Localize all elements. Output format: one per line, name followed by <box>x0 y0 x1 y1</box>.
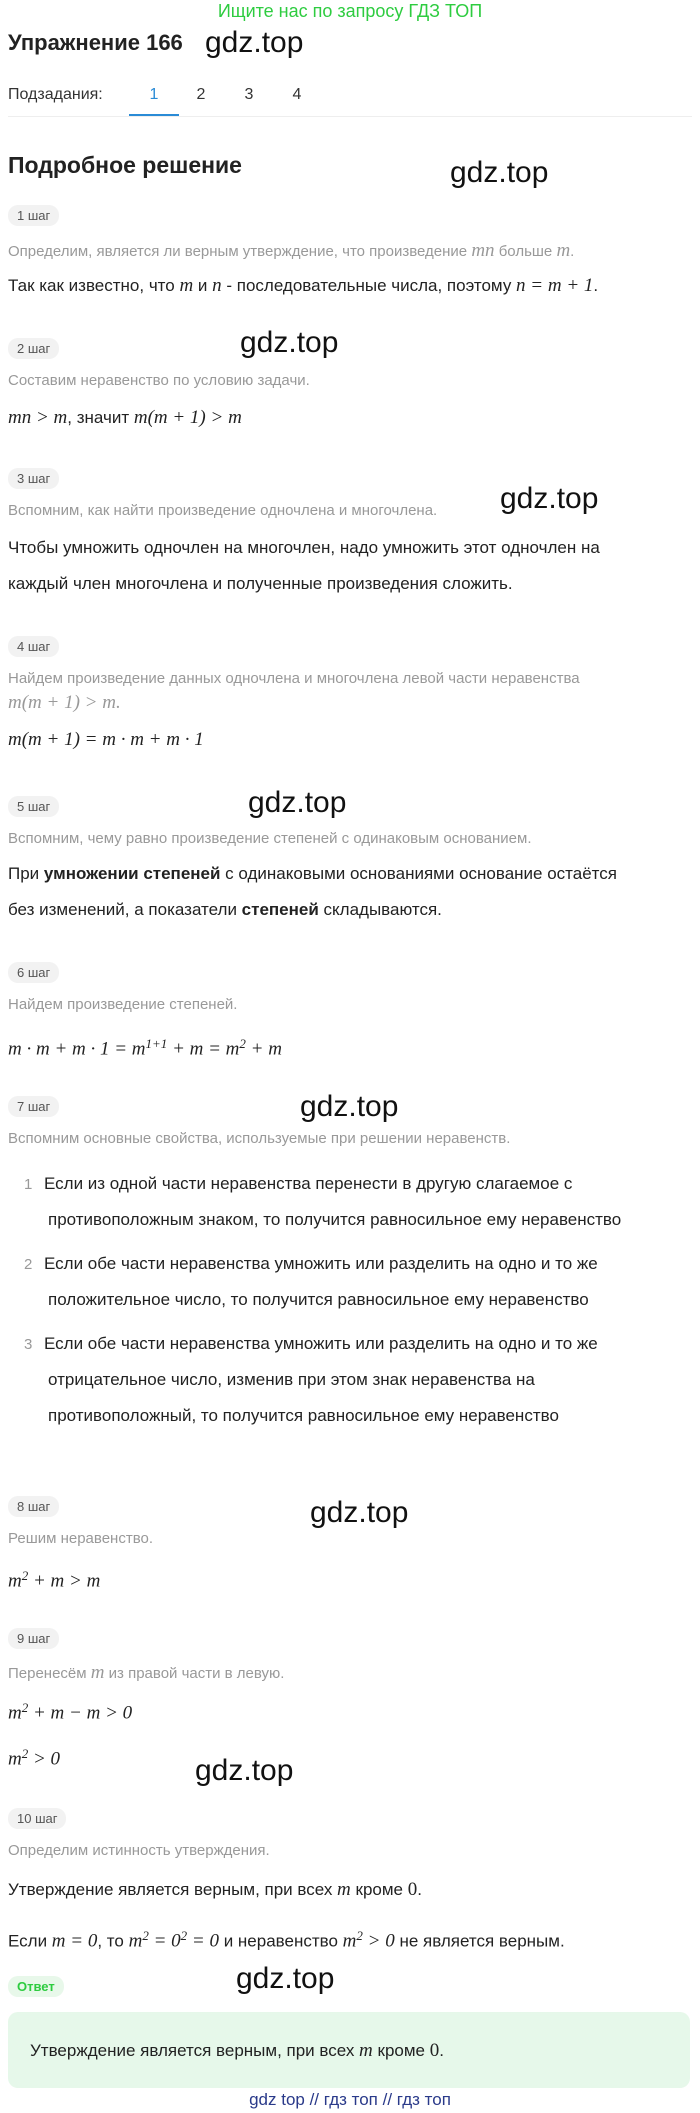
watermark: gdz.top <box>310 1496 409 1529</box>
step-hint: Определим, является ли верным утверждение, что произведение mn больше m. <box>8 240 575 261</box>
list-item: положительное число, то получится равносильное ему неравенство <box>48 1290 589 1309</box>
list-item: противоположным знаком, то получится равносильное ему неравенство <box>48 1210 622 1229</box>
exercise-header <box>8 30 183 56</box>
footer-links[interactable]: gdz top // гдз топ // гдз топ <box>249 2090 451 2109</box>
watermark: gdz.top <box>500 482 599 515</box>
watermark: gdz.top <box>450 156 549 189</box>
step-text: каждый член многочлена и полученные произведения сложить. <box>8 574 513 593</box>
step-hint: Вспомним, как найти произведение одночлена и многочлена. <box>8 502 438 519</box>
step-math: $m^2 > 0$ <box>8 1746 61 1770</box>
answer-box <box>8 2012 690 2088</box>
step-badge: 7 шаг <box>8 1096 59 1117</box>
step-badge: 2 шаг <box>8 338 59 359</box>
step-hint: Вспомним основные свойства, используемые при решении неравенств. <box>8 1130 511 1147</box>
step-text: При умножении степеней с одинаковыми основаниями основание остаётся <box>8 864 617 883</box>
step-text: Так как известно, что m и n - последовательные числа, поэтому n = m + 1. <box>8 275 599 296</box>
step-hint: Найдем произведение степеней. <box>8 996 238 1013</box>
top-banner: Ищите нас по запросу ГДЗ ТОП <box>217 1 483 21</box>
step-badge: 10 шаг <box>8 1808 66 1829</box>
tab-subtask-4[interactable]: 4 <box>292 86 302 103</box>
step-badge: 8 шаг <box>8 1496 59 1517</box>
watermark: gdz.top <box>300 1090 399 1123</box>
list-item: противоположный, то получится равносильное ему неравенство <box>48 1406 559 1425</box>
step-hint: Определим истинность утверждения. <box>8 1842 270 1859</box>
list-number: 3 <box>24 1336 33 1353</box>
list-number: 2 <box>24 1256 33 1273</box>
step-badge: 6 шаг <box>8 962 59 983</box>
step-text: mn > m, значит m(m + 1) > m <box>8 407 242 428</box>
watermark: gdz.top <box>236 1962 335 1995</box>
answer-badge: Ответ <box>8 1976 64 1997</box>
exercise-title: Упражнение 166 <box>8 30 183 55</box>
step-text: Если m = 0, то $m^2 = 0^2 = 0$ и неравенство $m^2 > 0$ не является верным. <box>8 1928 565 1952</box>
list-item: Если из одной части неравенства перенести в другую слагаемое с <box>44 1174 573 1193</box>
tab-subtask-1[interactable]: 1 <box>129 86 179 116</box>
list-number: 1 <box>24 1176 33 1193</box>
step-badge: 3 шаг <box>8 468 59 489</box>
watermark: gdz.top <box>248 786 347 819</box>
watermark: gdz.top <box>205 26 304 59</box>
step-hint: Решим неравенство. <box>8 1530 153 1547</box>
step-hint: Найдем произведение данных одночлена и многочлена левой части неравенства <box>8 670 580 687</box>
solution-title: Подробное решение <box>8 152 242 178</box>
step-badge: 1 шаг <box>8 205 59 226</box>
step-text: Утверждение является верным, при всех m кроме 0. <box>8 1879 422 1900</box>
step-text: без изменений, а показатели степеней складываются. <box>8 900 442 919</box>
list-item: отрицательное число, изменив при этом знак неравенства на <box>48 1370 535 1389</box>
tab-subtask-2[interactable]: 2 <box>196 86 206 103</box>
step-badge: 5 шаг <box>8 796 59 817</box>
tab-subtask-3[interactable]: 3 <box>244 86 254 103</box>
watermark: gdz.top <box>240 326 339 359</box>
step-text: Чтобы умножить одночлен на многочлен, надо умножить этот одночлен на <box>8 538 600 557</box>
step-hint: Перенесём m из правой части в левую. <box>8 1662 285 1683</box>
step-math: m(m + 1) = m · m + m · 1 <box>8 729 204 750</box>
answer-text: Утверждение является верным, при всех m кроме 0. <box>30 2040 444 2061</box>
step-badge: 9 шаг <box>8 1628 59 1649</box>
step-hint: Вспомним, чему равно произведение степеней с одинаковым основанием. <box>8 830 532 847</box>
watermark: gdz.top <box>195 1754 294 1787</box>
subtasks-bar <box>8 86 692 117</box>
list-item: Если обе части неравенства умножить или разделить на одно и то же <box>44 1334 598 1353</box>
step-math: $m \cdot m + m \cdot 1 = m^{1+1} + m = m^2 + m$ <box>8 1036 282 1060</box>
step-math: $m^2 + m - m > 0$ <box>8 1700 133 1724</box>
list-item: Если обе части неравенства умножить или разделить на одно и то же <box>44 1254 598 1273</box>
subtasks-label: Подзадания: <box>8 86 103 103</box>
step-hint-math: m(m + 1) > m. <box>8 692 121 713</box>
step-hint: Составим неравенство по условию задачи. <box>8 372 310 389</box>
step-math: $m^2 + m > m$ <box>8 1568 101 1592</box>
step-badge: 4 шаг <box>8 636 59 657</box>
